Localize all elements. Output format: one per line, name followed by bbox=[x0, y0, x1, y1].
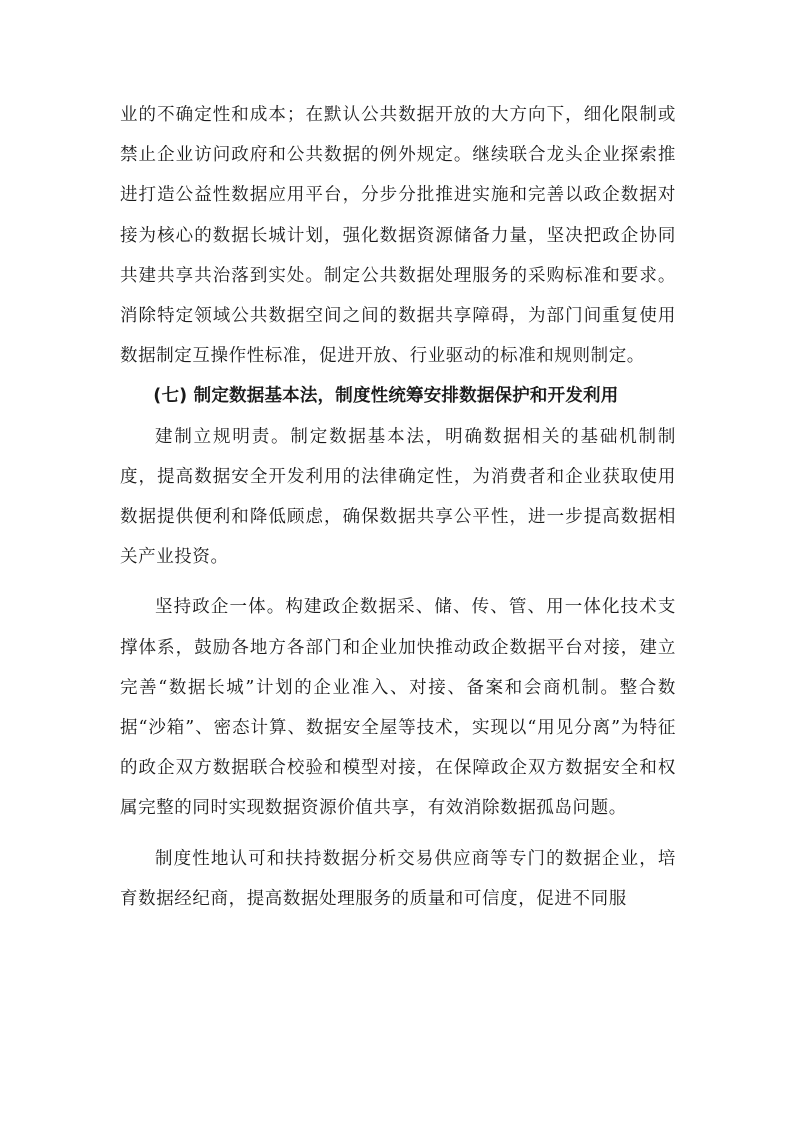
paragraph-spacer bbox=[120, 577, 676, 587]
paragraph-government-enterprise: 坚持政企一体。构建政企数据采、储、传、管、用一体化技术支撑体系，鼓励各地方各部门和企业加快推动政企数据平台对接，建立完善“数据长城”计划的企业准入、对接、备案和会商机制。整合数据“沙箱”、密态计算、数据安全屋等技术，实现以“用见分离”为特征的政企双方数据联合校验和模型对接，在保障政企双方数据安全和权属完整的同时实现数据资源价值共享，有效消除数据孤岛问题。 bbox=[120, 597, 677, 819]
document-body bbox=[120, 95, 676, 919]
section-heading-7: (七) 制定数据基本法，制度性统筹安排数据保护和开发利用 bbox=[153, 386, 619, 407]
paragraph-data-enterprises: 制度性地认可和扶持数据分析交易供应商等专门的数据企业，培育数据经纪商，提高数据处理服务的质量和可信度，促进不同服 bbox=[120, 848, 676, 909]
paragraph-legislation: 建制立规明责。制定数据基本法，明确数据相关的基础机制制度，提高数据安全开发利用的法律确定性，为消费者和企业获取使用数据提供便利和降低顾虑，确保数据共享公平性，进一步提高数据相关产业投资。 bbox=[120, 426, 676, 568]
paragraph-continued: 业的不确定性和成本；在默认公共数据开放的大方向下，细化限制或禁止企业访问政府和公共数据的例外规定。继续联合龙头企业探索推进打造公益性数据应用平台，分步分批推进实施和完善以政企数据对接为核心的数据长城计划，强化数据资源储备力量，坚决把政企协同共建共享共治落到实处。制定公共数据处理服务的采购标准和要求。消除特定领域公共数据空间之间的数据共享障碍，为部门间重复使用数据制定互操作性标准，促进开放、行业驱动的标准和规则制定。 bbox=[120, 105, 676, 367]
paragraph-spacer bbox=[120, 829, 676, 839]
